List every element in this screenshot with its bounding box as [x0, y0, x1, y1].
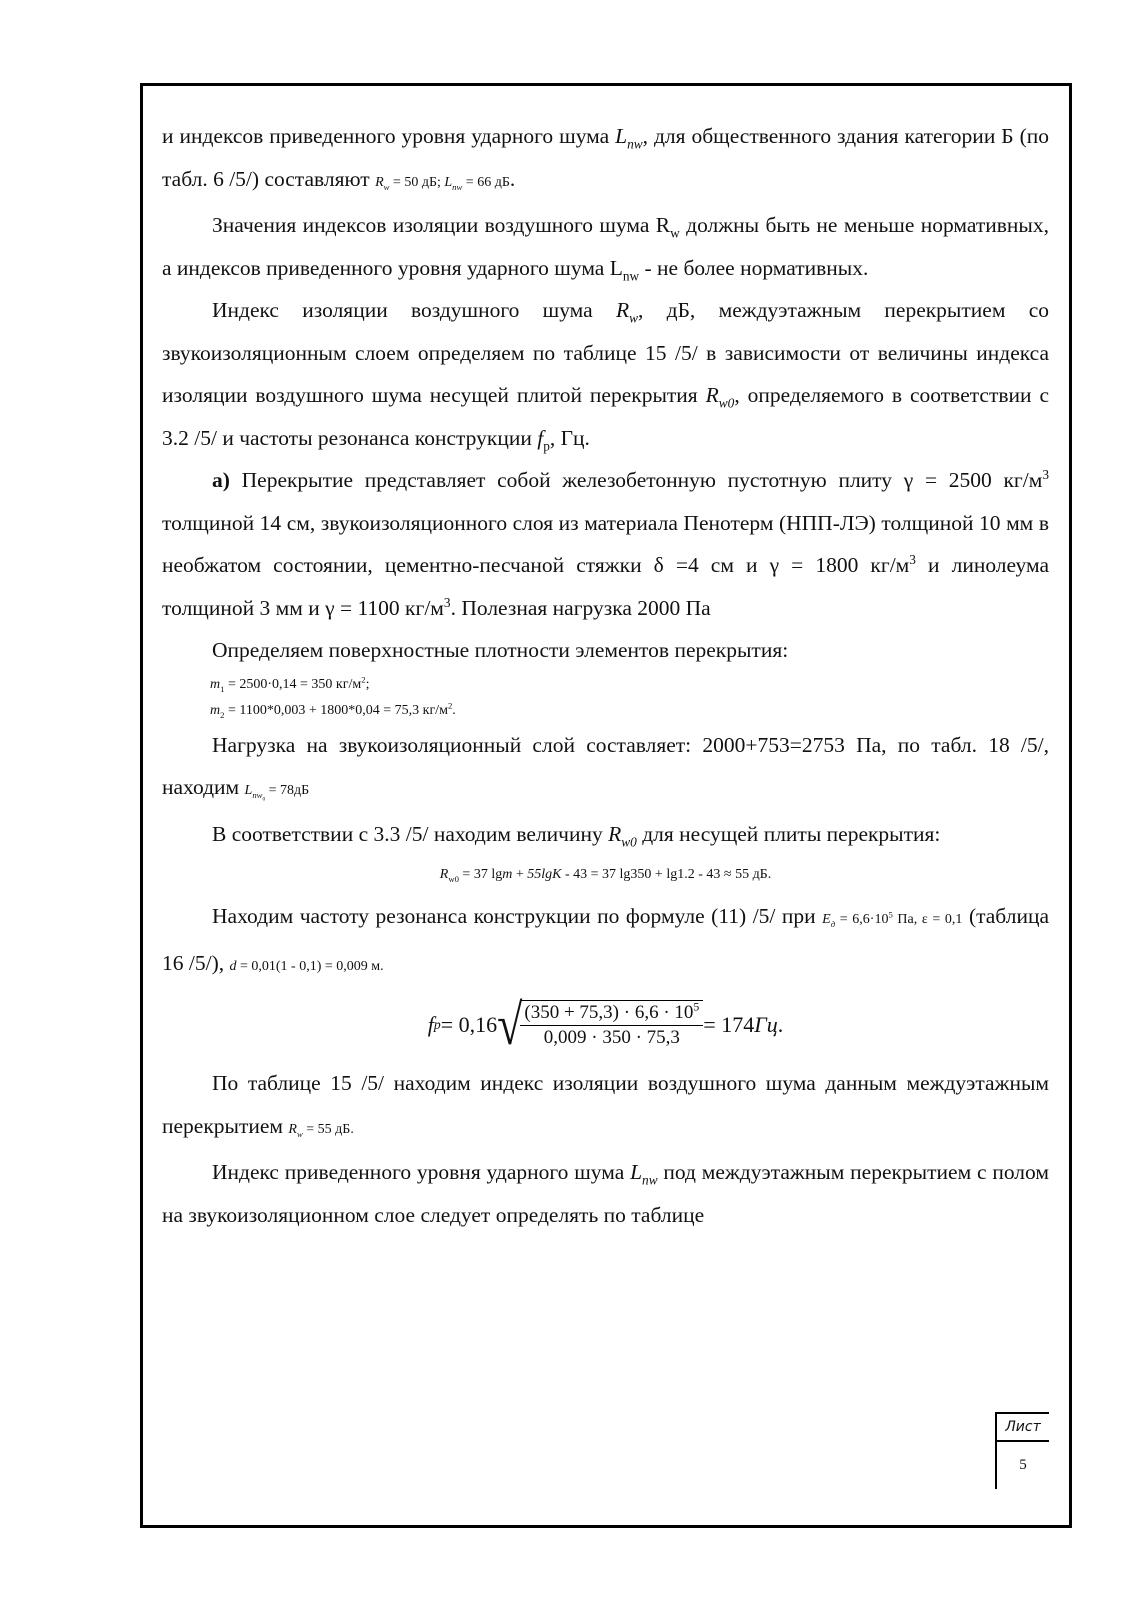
formula-rw0: $R_{w0} = 37$ lgm + 55lgK - 43 = 37 lg350 + lg1.2 - 43 ≈ 55 дБ. [439, 867, 772, 884]
paragraph-5: Определяем поверхностные плотности элементов перекрытия: [212, 638, 789, 662]
paragraph-10: Индекс приведенного уровня ударного шума $L_{nw}$ под междуэтажным перекрытием с полом на звукоизоляционном слое следует определять по таблице [162, 1160, 1049, 1227]
formula-fp: f p = 0,16 √ $\frac{(350 + 75,3) \cdot 6,6 \cdot 10^5}{0,009 \cdot 350 \cdot 75,3}$ = 174 Гц . [427, 992, 784, 1057]
document-body [162, 115, 1049, 1236]
paragraph-8: Находим частоту резонанса конструкции по формуле (11) /5/ при $E_д = 6,6\cdot 10^5$ Па, ε = 0,1 (таблица 16 /5/), d = 0,01(1 - 0,1) = 0,009 м. [162, 904, 1049, 975]
paragraph-7: В соответствии с 3.3 /5/ находим величину $R_{w0}$ для несущей плиты перекрытия: [212, 821, 941, 849]
formula-m2: $m_2 = 1100*0,003 + 1800*0,04 = 75,3$ $кг/м^2$. [210, 699, 456, 720]
paragraph-6: Нагрузка на звукоизоляционный слой составляет: 2000+753=2753 Па, по табл. 18 /5/, находим $L_{nw_0} = 78дБ$ [162, 732, 1049, 803]
sheet-number: 5 [1019, 1457, 1027, 1473]
paragraph-9: По таблице 15 /5/ находим индекс изоляции воздушного шума данным междуэтажным перекрытием $R_w = 55$ дБ. [162, 1071, 1049, 1139]
paragraph-4: а) Перекрытие представляет собой железобетонную пустотную плиту γ = 2500 $кг/м^3$ толщиной 14 см, звукоизоляционного слоя из материала Пенотерм (НПП-ЛЭ) толщиной 10 мм в необжатом состоянии, цементно-песчаной стяжки δ =4 см и γ = 1800 $кг/м^3$ и линолеума толщиной 3 мм и γ = 1100 $кг/м^3$. Полезная нагрузка 2000 Па [162, 466, 1050, 620]
sqrt-symbol: √ $\frac{(350 + 75,3) \cdot 6,6 \cdot 10^5}{0,009 \cdot 350 \cdot 75,3}$ [497, 1000, 703, 1050]
sheet-label: Лист [997, 1414, 1049, 1442]
paragraph-3: Индекс изоляции воздушного шума $R_w$, дБ, междуэтажным перекрытием со звукоизоляционным слоем определяем по таблице 15 /5/ в зависимости от величины индекса изоляции воздушного шума несущей плитой перекрытия $R_{w0}$, определяемого в соответствии с 3.2 /5/ и частоты резонанса конструкции $f_р$, Гц. [162, 298, 1049, 453]
formula-m1: $m_1 = 2500\cdot 0,14 = 350$ $кг/м^2$; [210, 673, 370, 694]
paragraph-2: Значения индексов изоляции воздушного шума $R_w$ должны быть не меньше нормативных, а индексов приведенного уровня ударного шума $L_{nw}$ - не более нормативных. [162, 213, 1050, 283]
sheet-stamp [995, 1412, 1049, 1489]
paragraph-1: и индексов приведенного уровня ударного шума $L_{nw}$, для общественного здания категории Б (по табл. 6 /5/) составляют $R_w = 50$ дБ; $L_{nw} = 66$ дБ. [162, 124, 1049, 192]
